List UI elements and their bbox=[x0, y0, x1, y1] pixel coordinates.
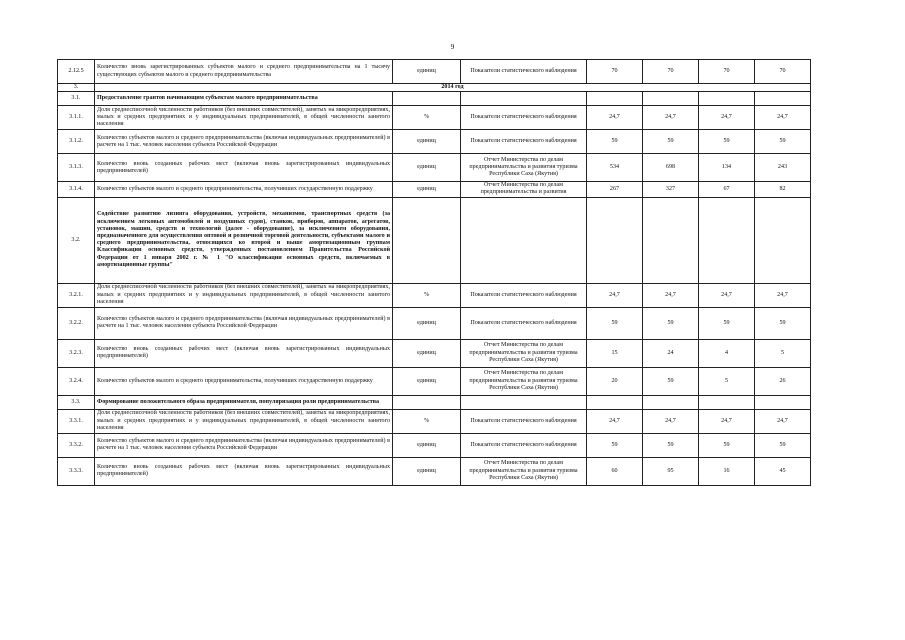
unit-cell: % bbox=[393, 106, 461, 130]
source-cell: Отчет Министерства по делам предпринимательства и развития туризма Республики Саха (Якутия) bbox=[461, 367, 587, 395]
row-number: 3.1.1. bbox=[58, 106, 95, 130]
empty-cell bbox=[699, 395, 755, 409]
indicator-name: Количество вновь созданных рабочих мест (включая вновь зарегистрированных индивидуальных предпринимателей) bbox=[95, 154, 393, 182]
value-cell: 24,7 bbox=[643, 106, 699, 130]
row-number: 3.3.1. bbox=[58, 409, 95, 433]
table-row bbox=[58, 182, 811, 197]
indicator-name: Доля среднесписочной численности работников (без внешних совместителей), занятых на микропредприятиях, малых и средних предприятиях и у индивидуальных предпринимателей, в общей численности занятого населения bbox=[95, 106, 393, 130]
unit-cell: единиц bbox=[393, 60, 461, 84]
row-number: 3.1.2. bbox=[58, 130, 95, 154]
value-cell: 134 bbox=[699, 154, 755, 182]
unit-cell: единиц bbox=[393, 130, 461, 154]
value-cell: 24,7 bbox=[755, 283, 811, 307]
table-row bbox=[58, 92, 811, 106]
value-cell: 20 bbox=[587, 367, 643, 395]
row-number: 3.1.4. bbox=[58, 182, 95, 197]
value-cell: 59 bbox=[755, 433, 811, 457]
indicators-table bbox=[57, 59, 811, 486]
value-cell: 67 bbox=[699, 182, 755, 197]
indicator-name: Количество вновь созданных рабочих мест (включая вновь зарегистрированных индивидуальных предпринимателей) bbox=[95, 339, 393, 367]
unit-cell: % bbox=[393, 283, 461, 307]
value-cell: 70 bbox=[643, 60, 699, 84]
year-header: 2014 год bbox=[95, 84, 811, 92]
empty-cell bbox=[755, 92, 811, 106]
value-cell: 24,7 bbox=[643, 409, 699, 433]
row-number: 3.2.1. bbox=[58, 283, 95, 307]
value-cell: 698 bbox=[643, 154, 699, 182]
indicator-name: Доля среднесписочной численности работников (без внешних совместителей), занятых на микропредприятиях, малых и средних предприятиях и у индивидуальных предпринимателей, в общей численности занятого населения bbox=[95, 283, 393, 307]
source-cell: Показатели статистического наблюдения bbox=[461, 307, 587, 339]
empty-cell bbox=[755, 395, 811, 409]
unit-cell: единиц bbox=[393, 154, 461, 182]
value-cell: 15 bbox=[587, 339, 643, 367]
row-number: 3.2.4. bbox=[58, 367, 95, 395]
row-number: 2.12.5 bbox=[58, 60, 95, 84]
indicator-name: Количество субъектов малого и среднего предпринимательства, получивших государственную поддержку bbox=[95, 367, 393, 395]
value-cell: 24,7 bbox=[587, 409, 643, 433]
value-cell: 24,7 bbox=[699, 283, 755, 307]
value-cell: 59 bbox=[643, 433, 699, 457]
source-cell: Показатели статистического наблюдения bbox=[461, 106, 587, 130]
empty-cell bbox=[699, 197, 755, 283]
empty-cell bbox=[461, 197, 587, 283]
table-row bbox=[58, 197, 811, 283]
empty-cell bbox=[461, 395, 587, 409]
page-number: 9 bbox=[450, 42, 455, 51]
value-cell: 59 bbox=[699, 433, 755, 457]
source-cell: Показатели статистического наблюдения bbox=[461, 433, 587, 457]
empty-cell bbox=[393, 395, 461, 409]
empty-cell bbox=[393, 92, 461, 106]
table-row bbox=[58, 283, 811, 307]
row-number: 3. bbox=[58, 84, 95, 92]
empty-cell bbox=[755, 197, 811, 283]
table-row bbox=[58, 409, 811, 433]
unit-cell: единиц bbox=[393, 367, 461, 395]
source-cell: Показатели статистического наблюдения bbox=[461, 60, 587, 84]
indicator-name: Количество субъектов малого и среднего предпринимательства (включая индивидуальных предпринимателей) в расчете на 1 тыс. человек населения субъекта Российской Федерации bbox=[95, 307, 393, 339]
value-cell: 26 bbox=[755, 367, 811, 395]
value-cell: 59 bbox=[587, 433, 643, 457]
source-cell: Показатели статистического наблюдения bbox=[461, 409, 587, 433]
row-number: 3.2. bbox=[58, 197, 95, 283]
value-cell: 59 bbox=[643, 307, 699, 339]
value-cell: 5 bbox=[699, 367, 755, 395]
value-cell: 16 bbox=[699, 457, 755, 485]
value-cell: 60 bbox=[587, 457, 643, 485]
value-cell: 59 bbox=[755, 130, 811, 154]
indicator-name: Количество вновь созданных рабочих мест (включая вновь зарегистрированных индивидуальных предпринимателей) bbox=[95, 457, 393, 485]
source-cell: Отчет Министерства по делам предпринимательства и развития bbox=[461, 182, 587, 197]
value-cell: 24,7 bbox=[755, 106, 811, 130]
value-cell: 4 bbox=[699, 339, 755, 367]
value-cell: 95 bbox=[643, 457, 699, 485]
value-cell: 59 bbox=[755, 307, 811, 339]
indicator-name: Доля среднесписочной численности работников (без внешних совместителей), занятых на микропредприятиях, малых и средних предприятиях и у индивидуальных предпринимателей, в общей численности занятого населения bbox=[95, 409, 393, 433]
unit-cell: единиц bbox=[393, 457, 461, 485]
source-cell: Показатели статистического наблюдения bbox=[461, 130, 587, 154]
section-title: Формирование положительного образа предпринимателя, популяризация роли предпринимательства bbox=[95, 395, 393, 409]
empty-cell bbox=[587, 395, 643, 409]
value-cell: 45 bbox=[755, 457, 811, 485]
row-number: 3.2.3. bbox=[58, 339, 95, 367]
value-cell: 24,7 bbox=[699, 106, 755, 130]
row-number: 3.3. bbox=[58, 395, 95, 409]
value-cell: 59 bbox=[587, 307, 643, 339]
source-cell: Отчет Министерства по делам предпринимательства и развития туризма Республики Саха (Якутия) bbox=[461, 339, 587, 367]
value-cell: 24,7 bbox=[755, 409, 811, 433]
section-title: Предоставление грантов начинающим субъектам малого предпринимательства bbox=[95, 92, 393, 106]
value-cell: 59 bbox=[699, 307, 755, 339]
row-number: 3.3.3. bbox=[58, 457, 95, 485]
table-body bbox=[58, 60, 811, 486]
value-cell: 70 bbox=[587, 60, 643, 84]
value-cell: 70 bbox=[755, 60, 811, 84]
empty-cell bbox=[393, 197, 461, 283]
value-cell: 24,7 bbox=[587, 106, 643, 130]
empty-cell bbox=[699, 92, 755, 106]
unit-cell: единиц bbox=[393, 339, 461, 367]
indicator-name: Количество субъектов малого и среднего предпринимательства (включая индивидуальных предпринимателей) в расчете на 1 тыс. человек населения субъекта Российской Федерации bbox=[95, 433, 393, 457]
value-cell: 24,7 bbox=[587, 283, 643, 307]
row-number: 3.1. bbox=[58, 92, 95, 106]
table-row bbox=[58, 130, 811, 154]
empty-cell bbox=[587, 92, 643, 106]
indicator-name: Количество субъектов малого и среднего предпринимательства, получивших государственную поддержку bbox=[95, 182, 393, 197]
value-cell: 5 bbox=[755, 339, 811, 367]
unit-cell: единиц bbox=[393, 433, 461, 457]
table-row bbox=[58, 395, 811, 409]
value-cell: 59 bbox=[587, 130, 643, 154]
unit-cell: единиц bbox=[393, 182, 461, 197]
table-row bbox=[58, 307, 811, 339]
table-row bbox=[58, 154, 811, 182]
empty-cell bbox=[461, 92, 587, 106]
row-number: 3.1.3. bbox=[58, 154, 95, 182]
section-title: Содействие развитию лизинга оборудования, устройств, механизмов, транспортных средств (за исключением легковых автомобилей и воздушных судов), станков, приборов, аппаратов, агрегатов, установок, машин, средств и технологий (далее - оборудование), за исключением оборудования, предназначенного для осуществления оптовой и розничной торговой деятельности, субъектами малого и среднего предпринимательства, относящихся ко второй и выше амортизационным группам Классификации основных средств, утвержденных постановлением Правительства Российской Федерации от 1 января 2002 г. № 1 "О классификации основных средств, включаемых в амортизационные группы" bbox=[95, 197, 393, 283]
unit-cell: единиц bbox=[393, 307, 461, 339]
value-cell: 327 bbox=[643, 182, 699, 197]
indicator-name: Количество вновь зарегистрированных субъектов малого и среднего предпринимательства на 1 тысячу существующих субъектов малого и среднего предпринимательства bbox=[95, 60, 393, 84]
indicator-name: Количество субъектов малого и среднего предпринимательства (включая индивидуальных предпринимателей) в расчете на 1 тыс. человек населения субъекта Российской Федерации bbox=[95, 130, 393, 154]
source-cell: Отчет Министерства по делам предпринимательства и развития туризма Республики Саха (Якутия) bbox=[461, 457, 587, 485]
value-cell: 243 bbox=[755, 154, 811, 182]
unit-cell: % bbox=[393, 409, 461, 433]
row-number: 3.2.2. bbox=[58, 307, 95, 339]
table-row bbox=[58, 457, 811, 485]
value-cell: 59 bbox=[643, 367, 699, 395]
value-cell: 24,7 bbox=[699, 409, 755, 433]
value-cell: 59 bbox=[699, 130, 755, 154]
empty-cell bbox=[643, 197, 699, 283]
empty-cell bbox=[643, 395, 699, 409]
value-cell: 59 bbox=[643, 130, 699, 154]
table-row bbox=[58, 433, 811, 457]
value-cell: 267 bbox=[587, 182, 643, 197]
table-row bbox=[58, 367, 811, 395]
table-row bbox=[58, 60, 811, 84]
source-cell: Отчет Министерства по делам предпринимательства и развития туризма Республики Саха (Якутия) bbox=[461, 154, 587, 182]
value-cell: 24,7 bbox=[643, 283, 699, 307]
table-row bbox=[58, 84, 811, 92]
row-number: 3.3.2. bbox=[58, 433, 95, 457]
value-cell: 534 bbox=[587, 154, 643, 182]
source-cell: Показатели статистического наблюдения bbox=[461, 283, 587, 307]
table-row bbox=[58, 339, 811, 367]
table-row bbox=[58, 106, 811, 130]
empty-cell bbox=[643, 92, 699, 106]
value-cell: 70 bbox=[699, 60, 755, 84]
value-cell: 24 bbox=[643, 339, 699, 367]
value-cell: 82 bbox=[755, 182, 811, 197]
empty-cell bbox=[587, 197, 643, 283]
